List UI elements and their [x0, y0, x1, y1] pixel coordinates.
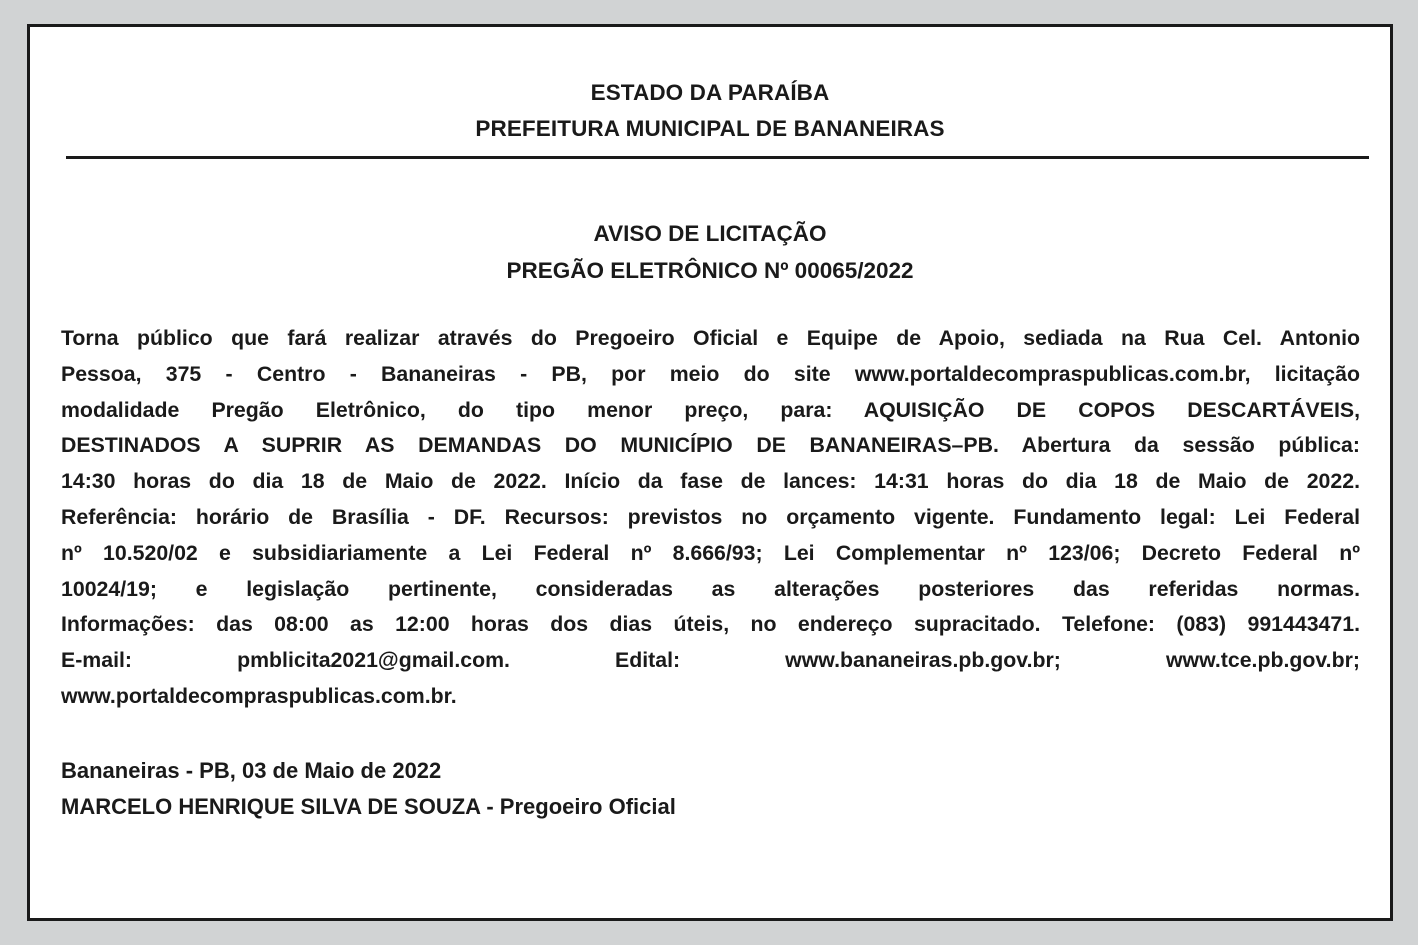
body-line: 14:30 horas do dia 18 de Maio de 2022. Início da fase de lances: 14:31 horas do dia 18 de Maio de 2022.	[61, 469, 1360, 494]
body-line: Torna público que fará realizar através do Pregoeiro Oficial e Equipe de Apoio, sediada na Rua Cel. Antonio	[61, 326, 1360, 350]
body-line: Informações: das 08:00 as 12:00 horas dos dias úteis, no endereço supracitado. Telefone: (083) 991443471.	[61, 612, 1360, 637]
notice-frame	[27, 24, 1393, 921]
signature-block	[61, 753, 676, 825]
notice-titles	[30, 215, 1390, 289]
notice-title: AVISO DE LICITAÇÃO	[593, 221, 827, 246]
body-line: www.portaldecompraspublicas.com.br.	[61, 683, 457, 708]
body-line: DESTINADOS A SUPRIR AS DEMANDAS DO MUNICÍPIO DE BANANEIRAS–PB. Abertura da sessão pública:	[61, 433, 1360, 458]
body-line: E-mail: pmblicita2021@gmail.com. Edital: www.bananeiras.pb.gov.br; www.tce.pb.gov.br;	[61, 648, 1360, 673]
municipality-name: PREFEITURA MUNICIPAL DE BANANEIRAS	[475, 116, 945, 141]
signer-name: MARCELO HENRIQUE SILVA DE SOUZA - Pregoeiro Oficial	[61, 794, 676, 819]
body-line: Referência: horário de Brasília - DF. Recursos: previstos no orçamento vigente. Fundamento legal: Lei Federal	[61, 504, 1360, 529]
notice-subtitle: PREGÃO ELETRÔNICO Nº 00065/2022	[506, 258, 914, 283]
body-line: nº 10.520/02 e subsidiariamente a Lei Federal nº 8.666/93; Lei Complementar nº 123/06; Decreto Federal nº	[61, 540, 1360, 565]
notice-body	[61, 321, 1360, 715]
body-line: 10024/19; e legislação pertinente, consideradas as alterações posteriores das referidas normas.	[61, 576, 1360, 601]
body-line: modalidade Pregão Eletrônico, do tipo menor preço, para: AQUISIÇÃO DE COPOS DESCARTÁVEIS,	[61, 397, 1360, 422]
body-line: Pessoa, 375 - Centro - Bananeiras - PB, por meio do site www.portaldecompraspublicas.com.br, licitação	[61, 361, 1360, 386]
document-header	[30, 75, 1390, 147]
state-name: ESTADO DA PARAÍBA	[590, 80, 830, 105]
header-divider	[66, 156, 1369, 159]
place-date: Bananeiras - PB, 03 de Maio de 2022	[61, 758, 442, 783]
